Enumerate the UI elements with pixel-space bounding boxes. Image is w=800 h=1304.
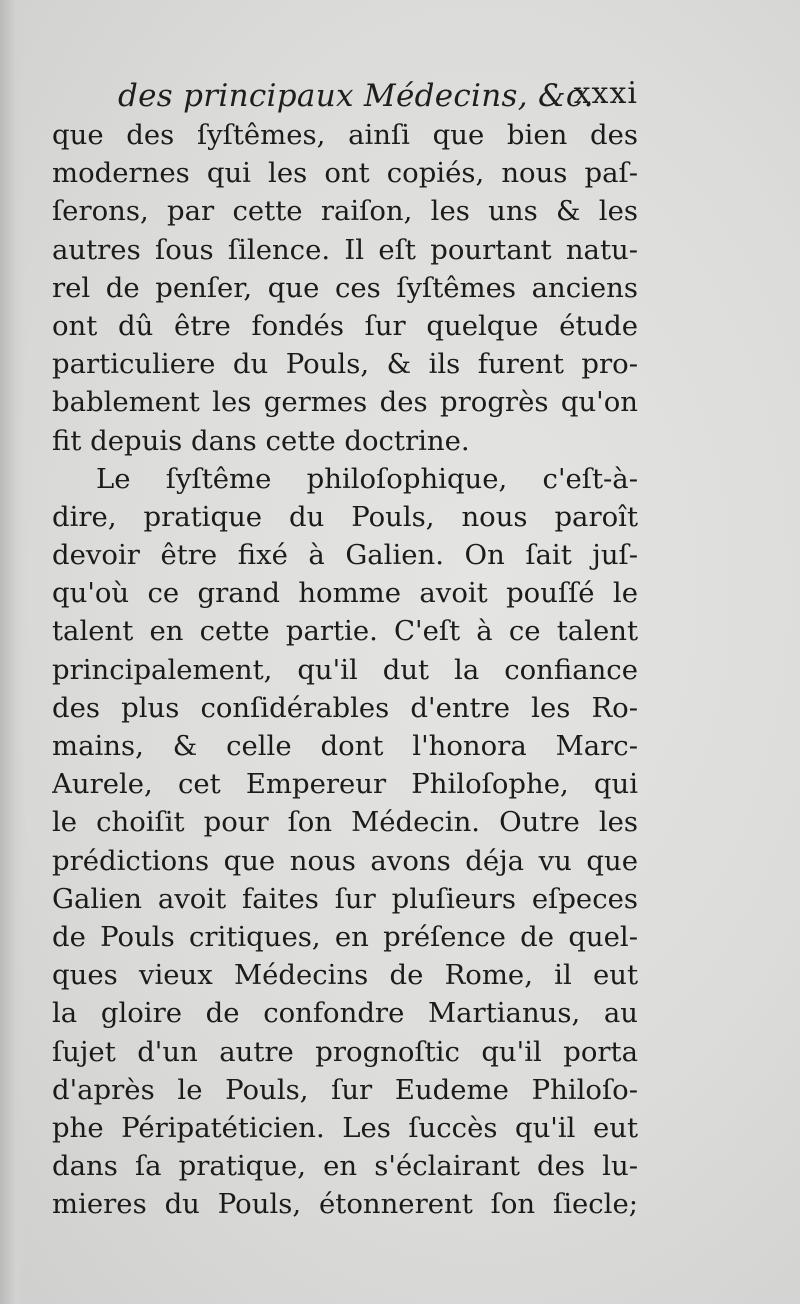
text-line: mieres du Pouls, étonnerent ſon ſiecle; [52,1188,638,1221]
body-text [52,116,638,1223]
gutter-shadow [0,0,26,1304]
paragraph-end-line: fit depuis dans cette doctrine. [52,424,470,457]
paragraph-start-line: Le ſyſtême philoſophique, c'eſt-à- [96,462,638,495]
text-line: le choiſit pour ſon Médecin. Outre les [52,806,638,839]
text-line: que des ſyſtêmes, ainſi que bien des [52,119,638,151]
running-title: des principaux Médecins, &c. [118,78,594,114]
text-line: d'après le Pouls, ſur Eudeme Philoſo- [52,1073,638,1106]
text-line: des plus conſidérables d'entre les Ro- [52,691,638,724]
text-line: particuliere du Pouls, & ils furent pro- [52,348,638,381]
text-line: bablement les germes des progrès qu'on [52,386,638,419]
text-line: Galien avoit faites ſur pluſieurs eſpeces [52,882,638,915]
text-line: ont dû être fondés ſur quelque étude [52,309,638,342]
text-line: talent en cette partie. C'eſt à ce talent [52,615,638,648]
text-line: ques vieux Médecins de Rome, il eut [52,959,638,992]
page-header [118,72,638,118]
text-line: principalement, qu'il dut la confiance [52,653,638,686]
text-line: phe Péripatéticien. Les ſuccès qu'il eut [52,1111,638,1144]
text-line: la gloire de confondre Martianus, au [52,997,638,1030]
text-line: devoir être fixé à Galien. On ſait juſ- [52,539,638,572]
text-line: ſerons, par cette raiſon, les uns & les [52,195,638,228]
text-line: Aurele, cet Empereur Philoſophe, qui [52,768,638,801]
text-line: dire, pratique du Pouls, nous paroît [52,500,638,533]
text-line: qu'où ce grand homme avoit pouſſé le [52,577,638,610]
page-number: xxxi [573,76,638,111]
text-line: rel de penſer, que ces ſyſtêmes anciens [52,271,638,304]
text-line: prédictions que nous avons déja vu que [52,844,638,877]
text-line: mains, & celle dont l'honora Marc- [52,730,638,762]
text-line: modernes qui les ont copiés, nous paſ- [52,157,638,190]
text-line: dans ſa pratique, en s'éclairant des lu- [52,1150,638,1183]
text-line: ſujet d'un autre prognoſtic qu'il porta [52,1035,638,1068]
text-line: autres ſous ſilence. Il eſt pourtant natu- [52,233,638,266]
text-line: de Pouls critiques, en préſence de quel- [52,920,638,953]
